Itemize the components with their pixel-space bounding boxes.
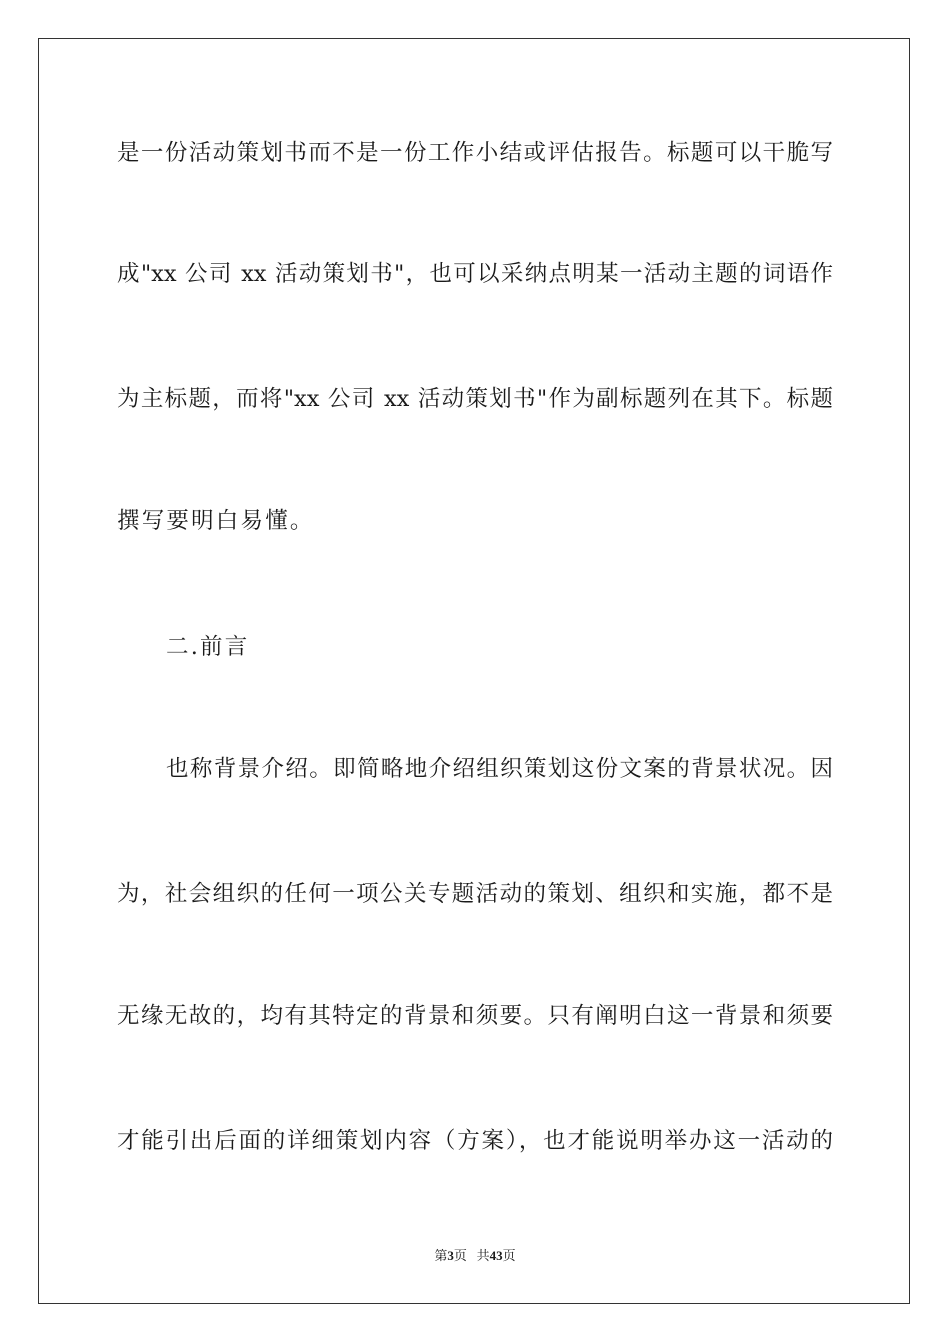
footer-total-pages: 43 — [489, 1248, 503, 1263]
body-text-line: 才能引出后面的详细策划内容（方案），也才能说明举办这一活动的 — [117, 1128, 833, 1154]
body-text-line: 为，社会组织的任何一项公关专题活动的策划、组织和实施，都不是 — [117, 881, 833, 907]
footer-total-prefix: 共 — [476, 1248, 490, 1263]
footer-total-suffix: 页 — [502, 1248, 516, 1263]
page-border — [38, 38, 910, 1304]
body-text-line: 也称背景介绍。即简略地介绍组织策划这份文案的背景状况。因 — [166, 756, 833, 782]
page-footer — [0, 1248, 950, 1264]
footer-page-prefix: 第 — [434, 1248, 448, 1263]
section-heading: 二.前言 — [166, 634, 250, 660]
footer-page-number: 3 — [447, 1248, 454, 1263]
body-text-line: 无缘无故的，均有其特定的背景和须要。只有阐明白这一背景和须要 — [117, 1003, 833, 1029]
footer-page-suffix: 页 — [453, 1248, 467, 1263]
body-text-line: 撰写要明白易懂。 — [117, 508, 315, 534]
body-text-line: 为主标题，而将"xx 公司 xx 活动策划书"作为副标题列在其下。标题 — [117, 386, 833, 412]
body-text-line: 是一份活动策划书而不是一份工作小结或评估报告。标题可以干脆写 — [117, 140, 833, 166]
body-text-line: 成"xx 公司 xx 活动策划书"，也可以采纳点明某一活动主题的词语作 — [117, 261, 833, 287]
